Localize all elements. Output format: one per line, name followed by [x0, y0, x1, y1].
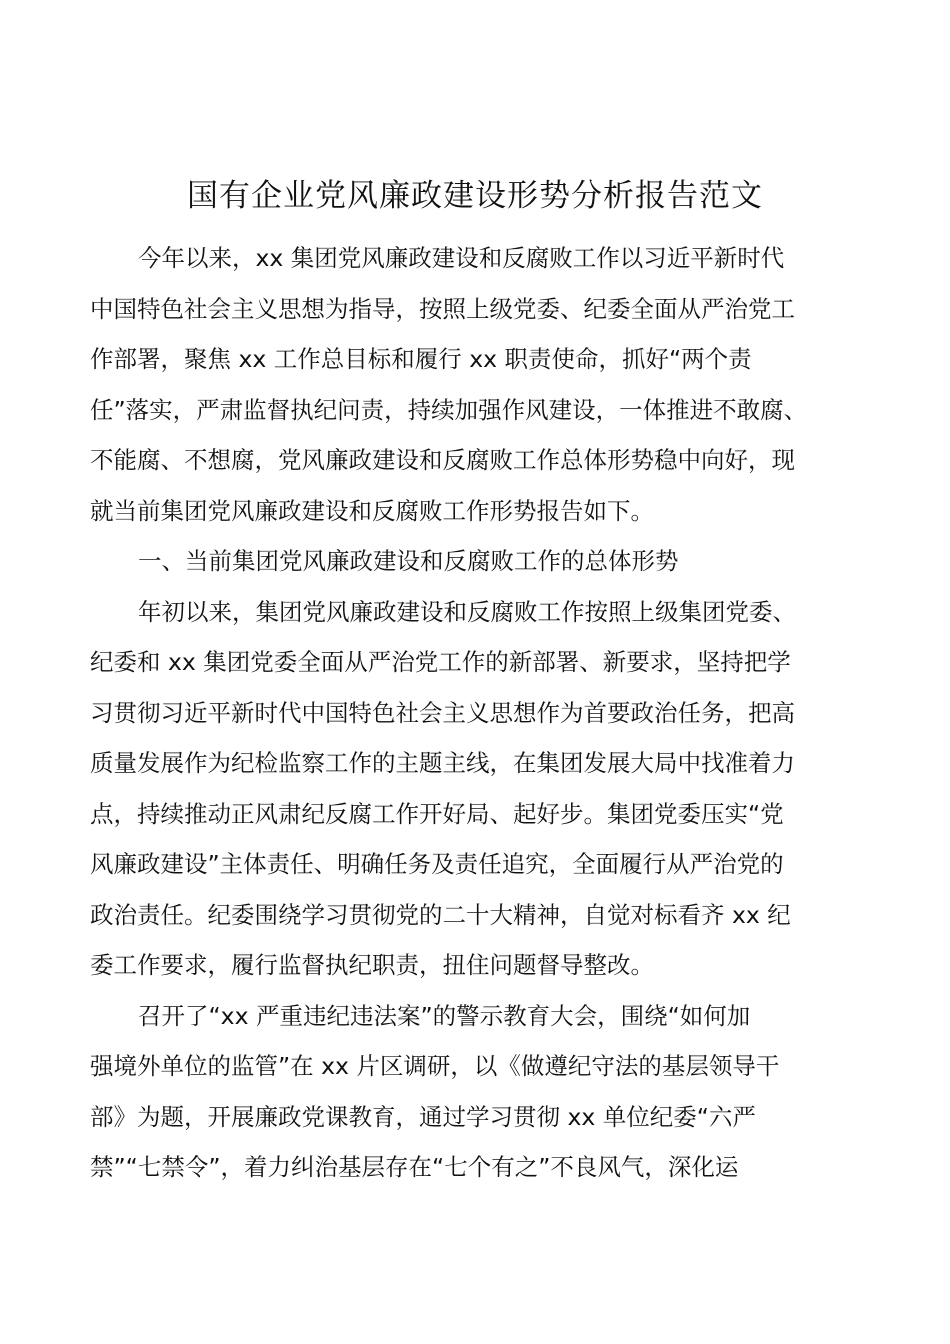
document-body — [90, 233, 860, 1193]
paragraph-2-line-1: 年初以来，集团党风廉政建设和反腐败工作按照上级集团党委、 — [138, 597, 796, 626]
paragraph-2-line-7: 政治责任。纪委围绕学习贯彻党的二十大精神，自觉对标看齐 xx 纪 — [90, 900, 791, 929]
paragraph-2-line-4: 质量发展作为纪检监察工作的主题主线，在集团发展大局中找准着力 — [90, 749, 795, 777]
paragraph-1-line-2: 中国特色社会主义思想为指导，按照上级党委、纪委全面从严治党工 — [90, 294, 795, 323]
paragraph-3-line-1: 召开了“xx 严重违纪违法案”的警示教育大会，围绕“如何加 — [138, 1001, 751, 1030]
section-heading-1: 一、当前集团党风廉政建设和反腐败工作的总体形势 — [138, 547, 679, 575]
paragraph-3-line-2: 强境外单位的监管”在 xx 片区调研，以《做遵纪守法的基层领导干 — [90, 1052, 780, 1080]
paragraph-1-line-3: 作部署，聚焦 xx 工作总目标和履行 xx 职责使命，抓好“两个责 — [90, 345, 752, 373]
paragraph-1-line-6: 就当前集团党风廉政建设和反腐败工作形势报告如下。 — [90, 496, 654, 525]
paragraph-2-line-3: 习贯彻习近平新时代中国特色社会主义思想作为首要政治任务，把高 — [90, 698, 795, 727]
paragraph-1-line-1: 今年以来，xx 集团党风廉政建设和反腐败工作以习近平新时代 — [138, 244, 785, 272]
document-title: 国有企业党风廉政建设形势分析报告范文 — [187, 178, 763, 214]
paragraph-2-line-8: 委工作要求，履行监督执纪职责，扭住问题督导整改。 — [90, 951, 654, 979]
paragraph-3-line-4: 禁”“七禁令”，着力纠治基层存在“七个有之”不良风气，深化运 — [90, 1153, 739, 1181]
paragraph-2-line-6: 风廉政建设”主体责任、明确任务及责任追究，全面履行从严治党的 — [90, 850, 784, 878]
paragraph-2-line-2: 纪委和 xx 集团党委全面从严治党工作的新部署、新要求，坚持把学 — [90, 648, 791, 676]
paragraph-1-line-5: 不能腐、不想腐，党风廉政建设和反腐败工作总体形势稳中向好，现 — [90, 446, 795, 474]
paragraph-1-line-4: 任”落实，严肃监督执纪问责，持续加强作风建设，一体推进不敢腐、 — [90, 395, 808, 424]
paragraph-2-line-5: 点，持续推动正风肃纪反腐工作开好局、起好步。集团党委压实“党 — [90, 799, 784, 828]
paragraph-3-line-3: 部》为题，开展廉政党课教育，通过学习贯彻 xx 单位纪委“六严 — [90, 1102, 756, 1131]
